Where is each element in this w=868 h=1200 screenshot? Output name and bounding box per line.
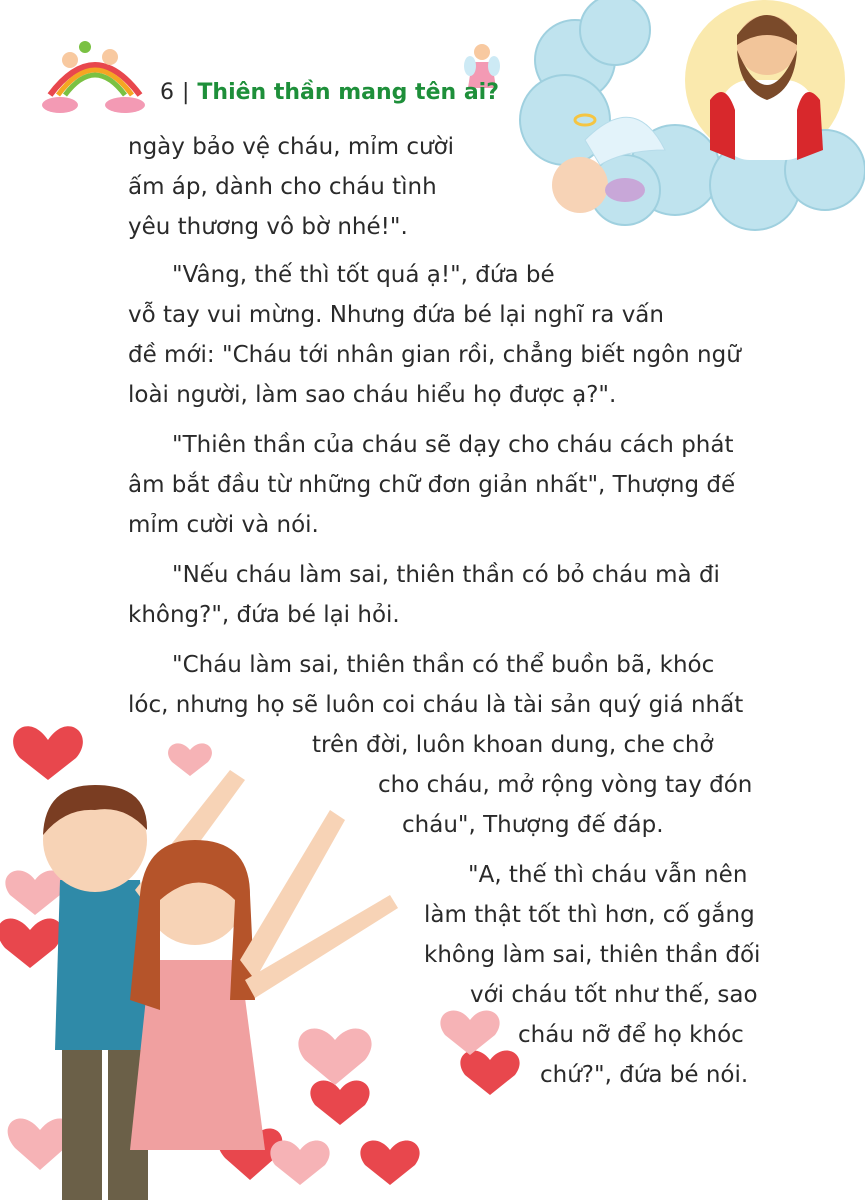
book-title: Thiên thần mang tên ai? — [197, 80, 499, 105]
text-line: vỗ tay vui mừng. Nhưng đứa bé lại nghĩ ra vấn — [128, 302, 664, 328]
text-line: cháu nỡ để họ khóc — [518, 1022, 744, 1048]
text-line: mỉm cười và nói. — [128, 512, 319, 538]
text-line: "A, thế thì cháu vẫn nên — [468, 862, 748, 888]
text-line: không làm sai, thiên thần đối — [424, 942, 761, 968]
header-separator: | — [182, 80, 190, 105]
text-line: đề mới: "Cháu tới nhân gian rồi, chẳng biết ngôn ngữ — [128, 342, 741, 368]
text-line: "Cháu làm sai, thiên thần có thể buồn bã, khóc — [172, 652, 715, 678]
page-number: 6 — [160, 80, 174, 105]
text-line: chứ?", đứa bé nói. — [540, 1062, 749, 1088]
text-line: "Thiên thần của cháu sẽ dạy cho cháu cách phát — [172, 432, 734, 458]
header-kids-illustration — [40, 35, 150, 115]
text-line: ấm áp, dành cho cháu tình — [128, 174, 437, 200]
text-line: làm thật tốt thì hơn, cố gắng — [424, 902, 755, 928]
text-line: âm bắt đầu từ những chữ đơn giản nhất", Thượng đế — [128, 472, 736, 498]
text-line: trên đời, luôn khoan dung, che chở — [312, 732, 714, 758]
text-line: yêu thương vô bờ nhé!". — [128, 214, 408, 240]
text-line: "Nếu cháu làm sai, thiên thần có bỏ cháu mà đi — [172, 562, 720, 588]
text-line: loài người, làm sao cháu hiểu họ được ạ?". — [128, 382, 617, 408]
text-line: cháu", Thượng đế đáp. — [402, 812, 664, 838]
text-line: với cháu tốt như thế, sao — [470, 982, 758, 1008]
page-header — [160, 80, 499, 105]
text-line: cho cháu, mở rộng vòng tay đón — [378, 772, 753, 798]
text-line: "Vâng, thế thì tốt quá ạ!", đứa bé — [172, 262, 555, 288]
text-line: lóc, nhưng họ sẽ luôn coi cháu là tài sản quý giá nhất — [128, 692, 744, 718]
text-line: không?", đứa bé lại hỏi. — [128, 602, 400, 628]
god-and-angel-illustration — [505, 0, 865, 240]
text-line: ngày bảo vệ cháu, mỉm cười — [128, 134, 455, 160]
